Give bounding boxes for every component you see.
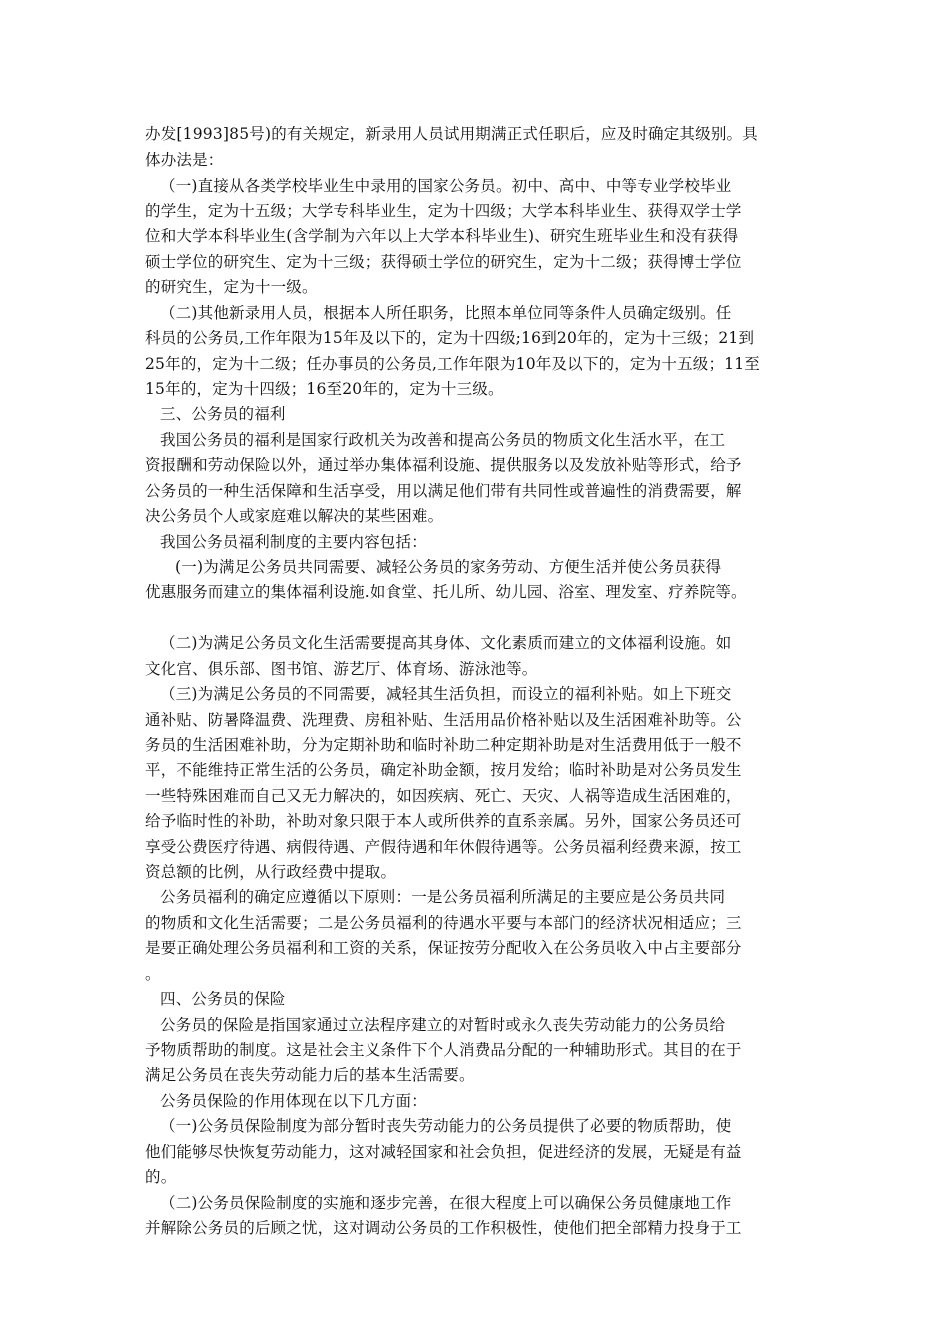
text-line: （二)公务员保险制度的实施和逐步完善，在很大程度上可以确保公务员健康地工作 (160, 1194, 732, 1212)
text-line: 公务员的保险是指国家通过立法程序建立的对暂时或永久丧失劳动能力的公务员给 (160, 1016, 726, 1034)
text-line: 一些特殊困难而自己又无力解决的，如因疾病、死亡、天灾、人祸等造成生活困难的， (145, 787, 742, 805)
text-line: （二)其他新录用人员，根据本人所任职务，比照本单位同等条件人员确定级别。任 (160, 304, 732, 322)
text-line: 我国公务员福利制度的主要内容包括： (160, 533, 427, 551)
text-line: 务员的生活困难补助，分为定期补助和临时补助二种定期补助是对生活费用低于一般不 (145, 736, 742, 754)
text-line: 予物质帮助的制度。这是社会主义条件下个人消费品分配的一种辅助形式。其目的在于 (145, 1041, 742, 1059)
text-line: 是要正确处理公务员福利和工资的关系，保证按劳分配收入在公务员收入中占主要部分 (145, 939, 742, 957)
text-line: 他们能够尽快恢复劳动能力，这对减轻国家和社会负担，促进经济的发展，无疑是有益 (145, 1143, 742, 1161)
text-line: 位和大学本科毕业生(含学制为六年以上大学本科毕业生)、研究生班毕业生和没有获得 (145, 227, 739, 245)
text-line: （二)为满足公务员文化生活需要提高其身体、文化素质而建立的文体福利设施。如 (160, 634, 732, 652)
text-line: 满足公务员在丧失劳动能力后的基本生活需要。 (145, 1066, 475, 1084)
text-line: 给予临时性的补助，补助对象只限于本人或所供养的直系亲属。另外，国家公务员还可 (145, 812, 742, 830)
text-line: 决公务员个人或家庭难以解决的某些困难。 (145, 507, 444, 525)
text-line: 25年的，定为十二级；任办事员的公务员,工作年限为10年及以下的，定为十五级；11至 (145, 355, 760, 373)
text-line: （一)公务员保险制度为部分暂时丧失劳动能力的公务员提供了必要的物质帮助，使 (160, 1117, 732, 1135)
text-line: 我国公务员的福利是国家行政机关为改善和提高公务员的物质文化生活水平，在工 (160, 431, 726, 449)
text-line: 公务员的一种生活保障和生活享受，用以满足他们带有共同性或普遍性的消费需要，解 (145, 482, 742, 500)
section-heading: 四、公务员的保险 (160, 990, 286, 1008)
text-line: 的学生，定为十五级；大学专科毕业生，定为十四级；大学本科毕业生、获得双学士学 (145, 202, 742, 220)
text-line: 15年的，定为十四级；16至20年的，定为十三级。 (145, 380, 504, 398)
text-line: 享受公费医疗待遇、病假待遇、产假待遇和年休假待遇等。公务员福利经费来源，按工 (145, 838, 742, 856)
text-line: 体办法是： (145, 151, 224, 169)
text-line: 办发[1993]85号)的有关规定，新录用人员试用期满正式任职后，应及时确定其级别。具 (145, 125, 758, 143)
text-line: 并解除公务员的后顾之忧，这对调动公务员的工作积极性，使他们把全部精力投身于工 (145, 1219, 742, 1237)
text-line: 硕士学位的研究生、定为十三级；获得硕士学位的研究生，定为十二级；获得博士学位 (145, 253, 742, 271)
text-line: 科员的公务员,工作年限为15年及以下的，定为十四级;16到20年的，定为十三级；21到 (145, 329, 755, 347)
text-line: （一)直接从各类学校毕业生中录用的国家公务员。初中、高中、中等专业学校毕业 (160, 177, 732, 195)
text-line: 的研究生，定为十一级。 (145, 278, 318, 296)
text-line: 的物质和文化生活需要；二是公务员福利的待遇水平要与本部门的经济状况相适应；三 (145, 914, 742, 932)
text-line: （三)为满足公务员的不同需要，减轻其生活负担，而设立的福利补贴。如上下班交 (160, 685, 732, 703)
text-line: 公务员福利的确定应遵循以下原则：一是公务员福利所满足的主要应是公务员共同 (160, 888, 726, 906)
text-line: 资总额的比例，从行政经费中提取。 (145, 863, 397, 881)
text-line: 公务员保险的作用体现在以下几方面： (160, 1092, 427, 1110)
text-line: 。 (145, 965, 161, 983)
text-line: 资报酬和劳动保险以外，通过举办集体福利设施、提供服务以及发放补贴等形式，给予 (145, 456, 742, 474)
text-line: 优惠服务而建立的集体福利设施.如食堂、托儿所、幼儿园、浴室、理发室、疗养院等。 (145, 583, 747, 601)
text-line: 通补贴、防暑降温费、洗理费、房租补贴、生活用品价格补贴以及生活困难补助等。公 (145, 711, 742, 729)
text-line: (一)为满足公务员共同需要、减轻公务员的家务劳动、方便生活并使公务员获得 (175, 558, 722, 576)
text-line: 平，不能维持正常生活的公务员，确定补助金额，按月发给；临时补助是对公务员发生 (145, 761, 742, 779)
text-line: 的。 (145, 1168, 177, 1186)
section-heading: 三、公务员的福利 (160, 405, 286, 423)
text-line: 文化宫、俱乐部、图书馆、游艺厅、体育场、游泳池等。 (145, 660, 538, 678)
